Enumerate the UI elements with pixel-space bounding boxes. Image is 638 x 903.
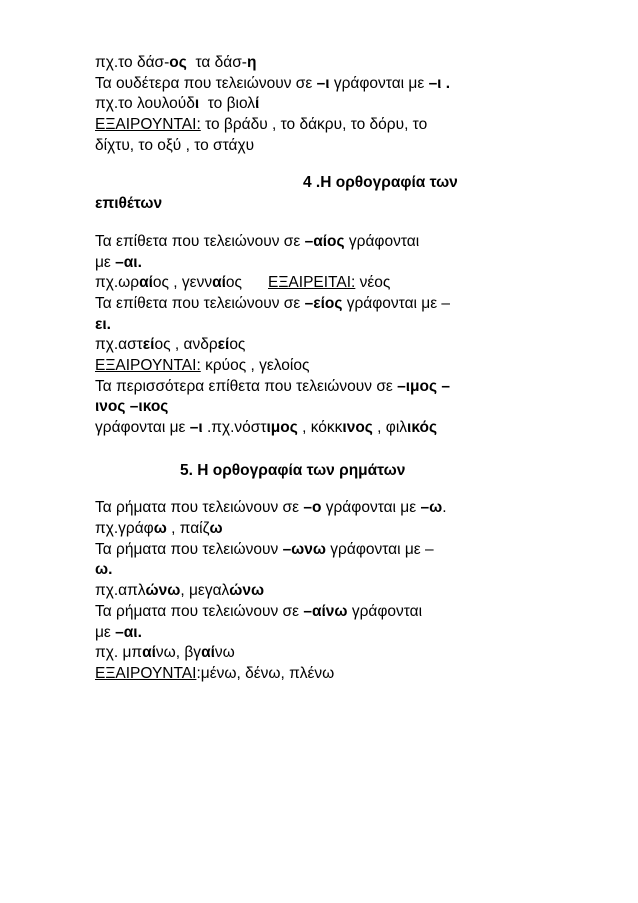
bold-ending: ος: [169, 54, 187, 71]
exceptions-label: ΕΞΑΙΡΟΥΝΤΑΙ: [95, 664, 197, 682]
exceptions-label: ΕΞΑΙΡΟΥΝΤΑΙ:: [95, 116, 201, 134]
text: με: [95, 253, 116, 271]
bold-ending: αί: [139, 274, 153, 292]
bold-ending: ω: [209, 520, 223, 538]
bold-ending: ινος: [342, 419, 373, 436]
noun-example-line: [95, 53, 555, 74]
text: νω, βγ: [155, 644, 202, 662]
bold-ending: –ι: [189, 419, 203, 436]
adj-example-3-line: [95, 418, 555, 439]
bold-ending: –αίνω: [303, 602, 348, 620]
text: Τα επίθετα που τελειώνουν σε: [95, 294, 305, 312]
text: το βράδυ , το δάκρυ, το δόρυ, το: [200, 116, 428, 134]
bold-ending: αί: [142, 644, 156, 662]
verb-rule-3-line: [95, 602, 555, 623]
exception-label: ΕΞΑΙΡΕΙΤΑΙ:: [268, 274, 356, 292]
bold-ending: ώνω: [145, 582, 181, 600]
text: κρύος , γελοίος: [200, 356, 310, 374]
text: Τα επίθετα που τελειώνουν σε: [95, 232, 305, 250]
text: Τα ρήματα που τελειώνουν σε: [95, 499, 304, 517]
bold-ending: –αι.: [115, 253, 142, 271]
text: , παίζ: [166, 520, 210, 538]
text: νέος: [355, 274, 391, 292]
bold-ending: –είος: [304, 294, 343, 312]
text: πχ.απλ: [95, 582, 146, 600]
text: τα δάσ-: [186, 54, 247, 71]
adj-rule-1-line: [95, 232, 555, 253]
bold-ending: –αίος: [304, 232, 345, 250]
heading-text: 5. Η ορθογραφία των ρημάτων: [180, 461, 406, 479]
text: ος , ανδρ: [154, 336, 218, 354]
bold-ending: ί: [255, 95, 260, 113]
text: .: [442, 499, 447, 517]
text: πχ.το λουλούδ: [95, 95, 195, 113]
text: πχ. μπ: [95, 644, 143, 662]
bold-ending: ει.: [95, 315, 111, 333]
bold-ending: –αι.: [115, 623, 142, 641]
text: δίχτυ, το οξύ , το στάχυ: [95, 136, 255, 154]
bold-ending: η: [246, 54, 257, 71]
verb-rule-1-line: [95, 498, 555, 519]
adj-exceptions-line: [95, 356, 555, 377]
bold-ending: εί: [142, 336, 155, 354]
neuter-rule-line: [95, 74, 555, 95]
text: , κόκκ: [297, 419, 343, 436]
text: γράφονται: [347, 602, 423, 620]
adj-example-1-line: [95, 273, 555, 294]
bold-ending: –ω: [420, 499, 443, 517]
text: πχ.ωρ: [95, 274, 140, 292]
noun-exceptions-line-2: [95, 136, 555, 157]
text: Τα ουδέτερα που τελειώνουν σε: [95, 74, 317, 92]
text: γράφονται: [344, 232, 420, 250]
bold-ending: –ο: [303, 499, 322, 517]
bold-ending: ιμος: [266, 419, 298, 436]
bold-ending: αί: [212, 274, 226, 292]
bold-ending: ινος –ικος: [95, 398, 169, 416]
text: το βιολ: [199, 95, 256, 113]
section-4-heading: [95, 173, 555, 194]
bold-ending: εί: [217, 336, 230, 354]
text: Τα περισσότερα επίθετα που τελειώνουν σε: [95, 377, 398, 395]
text: :μένω, δένω, πλένω: [196, 664, 335, 682]
text: ος: [225, 274, 243, 292]
text: ος , γενν: [152, 274, 213, 292]
text: πχ.αστ: [95, 336, 143, 354]
bold-ending: ω: [153, 520, 167, 538]
text: .πχ.νόστ: [202, 419, 267, 436]
neuter-example-line: [95, 94, 555, 115]
verb-rule-2-line: [95, 540, 555, 561]
bold-ending: ικός: [407, 419, 438, 436]
text: νω: [214, 644, 235, 662]
text: , μεγαλ: [180, 582, 230, 600]
bold-ending: αί: [201, 644, 215, 662]
text: Τα ρήματα που τελειώνουν σε: [95, 602, 304, 620]
verb-rule-2-line-2: [95, 560, 555, 581]
section-5-heading: [95, 461, 555, 482]
bold-ending: –ωνω: [282, 540, 326, 558]
document-page: [95, 53, 555, 685]
adj-rule-3-line-2: [95, 397, 555, 418]
text: γράφονται με: [329, 74, 429, 92]
text: με: [95, 623, 116, 641]
text: πχ.γράφ: [95, 520, 154, 538]
text: γράφονται με: [321, 499, 421, 517]
text: γράφονται με –: [342, 294, 451, 312]
bold-ending: ώνω: [229, 582, 265, 600]
verb-example-2-line: [95, 581, 555, 602]
adj-rule-2-line-2: [95, 315, 555, 336]
text: γράφονται με –: [326, 540, 434, 558]
text: γράφονται με: [95, 419, 190, 436]
bold-ending: ι: [194, 95, 200, 113]
adj-rule-2-line: [95, 294, 555, 315]
verb-example-1-line: [95, 519, 555, 540]
text: ος: [229, 336, 246, 354]
verb-rule-3-line-2: [95, 623, 555, 644]
bold-ending: ω.: [95, 561, 113, 579]
text: πχ.το δάσ-: [95, 54, 170, 71]
bold-ending: –ιμος –: [397, 377, 450, 395]
verb-example-3-line: [95, 643, 555, 664]
heading-text: 4 .Η ορθογραφία των: [303, 174, 458, 192]
adj-rule-3-line: [95, 377, 555, 398]
noun-exceptions-line: [95, 115, 555, 136]
adj-rule-1-line-2: [95, 253, 555, 274]
bold-ending: –ι .: [428, 74, 451, 92]
bold-ending: –ι: [316, 74, 330, 92]
exceptions-label: ΕΞΑΙΡΟΥΝΤΑΙ:: [95, 356, 201, 374]
text: , φιλ: [372, 419, 408, 436]
section-4-heading-cont: [95, 194, 555, 215]
adj-example-2-line: [95, 335, 555, 356]
verb-exceptions-line: [95, 664, 555, 685]
text: Τα ρήματα που τελειώνουν: [95, 540, 283, 558]
heading-text: επιθέτων: [95, 195, 163, 213]
